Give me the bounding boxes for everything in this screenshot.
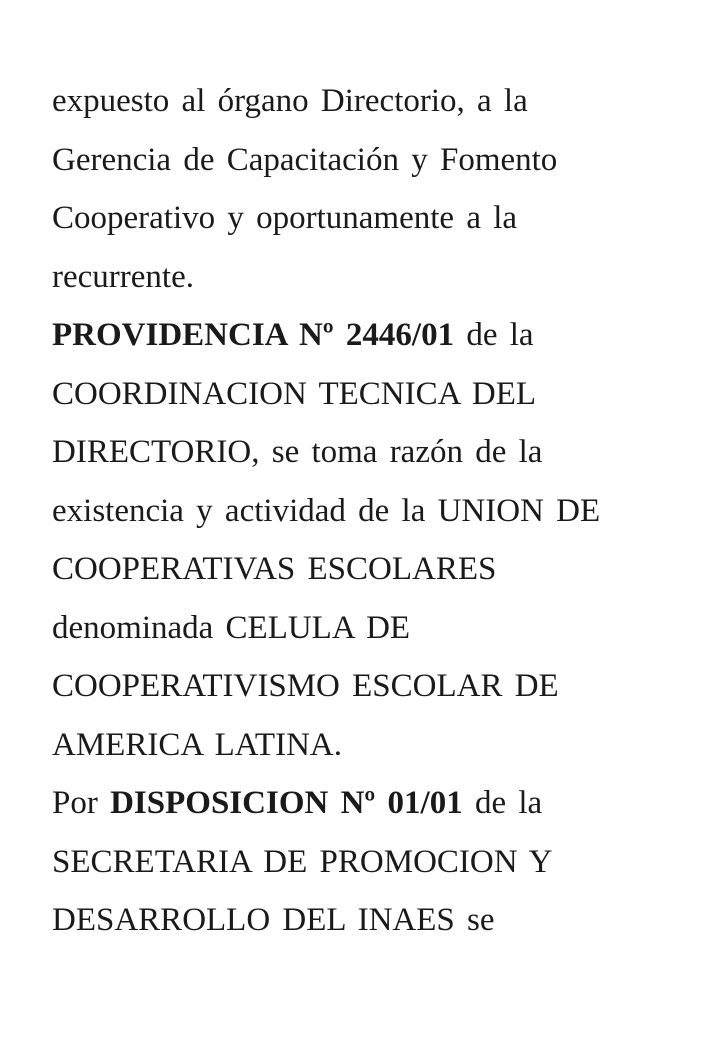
text-line: AMERICA LATINA. <box>52 726 342 763</box>
text-line: recurrente. <box>52 258 194 295</box>
paragraph-1 <box>52 72 692 306</box>
text-fragment: de la <box>454 317 534 353</box>
text-line: COOPERATIVISMO ESCOLAR DE <box>52 668 559 704</box>
text-line: expuesto al órgano Directorio, a la <box>52 83 528 119</box>
paragraph-2 <box>52 306 692 774</box>
disposicion-reference: DISPOSICION Nº 01/01 <box>110 785 463 821</box>
text-line: DESARROLLO DEL INAES se <box>52 902 495 938</box>
text-line: COORDINACION TECNICA DEL <box>52 375 537 412</box>
text-line: existencia y actividad de la UNION DE <box>52 492 601 529</box>
document-page <box>52 72 692 950</box>
paragraph-3 <box>52 774 692 950</box>
text-line: Cooperativo y oportunamente a la <box>52 200 518 236</box>
text-line: denominada CELULA DE <box>52 609 411 646</box>
text-line: SECRETARIA DE PROMOCION Y <box>52 843 553 880</box>
text-line <box>52 306 692 365</box>
text-line: DIRECTORIO, se toma razón de la <box>52 434 543 470</box>
text-fragment: de la <box>462 785 543 821</box>
text-fragment: Por <box>52 785 111 821</box>
text-line: COOPERATIVAS ESCOLARES <box>52 551 497 587</box>
text-line <box>52 774 692 833</box>
providencia-reference: PROVIDENCIA Nº 2446/01 <box>52 317 455 353</box>
text-line: Gerencia de Capacitación y Fomento <box>52 141 558 178</box>
